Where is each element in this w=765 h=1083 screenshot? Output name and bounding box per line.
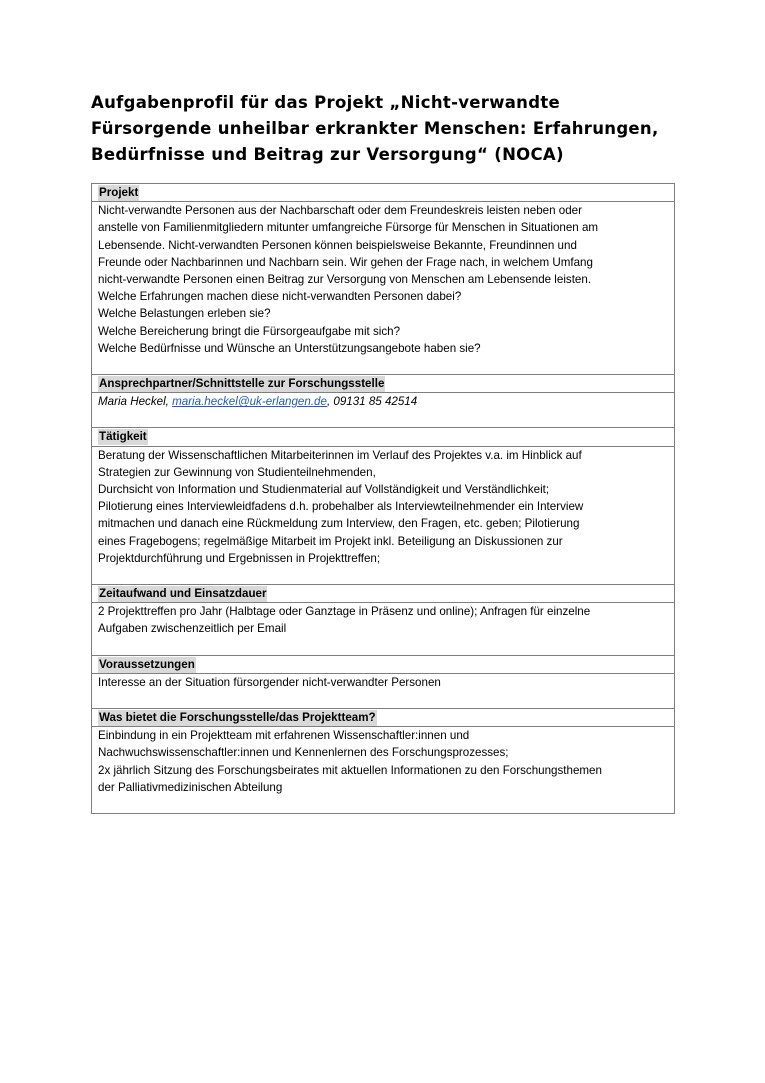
blank-line	[98, 796, 668, 813]
body-line: nicht-verwandte Personen einen Beitrag zur Versorgung von Menschen am Lebensende leisten.	[98, 273, 592, 287]
section-header-cell	[92, 585, 675, 603]
section-body-row	[92, 603, 675, 655]
body-line: Freunde oder Nachbarinnen und Nachbarn sein. Wir gehen der Frage nach, in welchem Umfang	[98, 255, 593, 269]
section-header-zeitaufwand: Zeitaufwand und Einsatzdauer	[99, 587, 267, 601]
body-line: Pilotierung eines Interviewleidfadens d.h. probehalber als Interviewteilnehmender ein Interview	[98, 500, 584, 514]
section-body-projekt	[92, 202, 675, 375]
section-header-row	[92, 428, 675, 446]
task-profile-table	[91, 183, 675, 814]
body-line: Welche Bereicherung bringt die Fürsorgeaufgabe mit sich?	[98, 324, 401, 338]
section-header-projekt: Projekt	[99, 186, 139, 199]
body-line: Einbindung in ein Projektteam mit erfahrenen Wissenschaftler:innen und	[98, 729, 470, 743]
blank-line	[98, 410, 668, 427]
section-body-angebot	[92, 727, 675, 814]
section-header-row	[92, 655, 675, 673]
body-line: Durchsicht von Information und Studienmaterial auf Vollständigkeit und Verständlichkeit;	[98, 483, 550, 497]
title-line: Bedürfnisse und Beitrag zur Versorgung“ (NOCA)	[91, 145, 564, 164]
body-line: anstelle von Familienmitgliedern mitunter umfangreiche Fürsorge für Menschen in Situationen am	[98, 221, 599, 235]
blank-line	[98, 567, 668, 584]
section-header-cell	[92, 428, 675, 446]
section-header-cell	[92, 709, 675, 727]
blank-line	[98, 638, 668, 655]
contact-phone: , 09131 85 42514	[326, 395, 418, 409]
section-body-voraussetzungen	[92, 673, 675, 708]
blank-line	[98, 357, 668, 374]
section-header-angebot: Was bietet die Forschungsstelle/das Projektteam?	[99, 711, 376, 725]
page-title	[91, 90, 691, 168]
body-line: mitmachen und danach eine Rückmeldung zum Interview, den Fragen, etc. geben; Pilotierung	[98, 517, 580, 531]
body-line: Welche Erfahrungen machen diese nicht-verwandten Personen dabei?	[98, 290, 462, 304]
body-line: Beratung der Wissenschaftlichen Mitarbeiterinnen im Verlauf des Projektes v.a. im Hinblick auf	[98, 448, 582, 462]
section-header-row	[92, 585, 675, 603]
section-header-row	[92, 375, 675, 393]
body-line: 2x jährlich Sitzung des Forschungsbeirates mit aktuellen Informationen zu den Forschungsthemen	[98, 763, 602, 777]
contact-line	[98, 393, 668, 410]
body-line: der Palliativmedizinischen Abteilung	[98, 780, 283, 794]
section-body-row	[92, 446, 675, 584]
section-header-ansprechpartner: Ansprechpartner/Schnittstelle zur Forschungsstelle	[99, 377, 385, 391]
body-line: Lebensende. Nicht-verwandten Personen können beispielsweise Bekannte, Freundinnen und	[98, 238, 577, 252]
section-header-cell	[92, 655, 675, 673]
section-body-row	[92, 727, 675, 814]
section-header-taetigkeit: Tätigkeit	[99, 430, 147, 444]
section-header-cell	[92, 375, 675, 393]
body-line: Welche Bedürfnisse und Wünsche an Unterstützungsangebote haben sie?	[98, 341, 481, 355]
body-line: Nicht-verwandte Personen aus der Nachbarschaft oder dem Freundeskreis leisten neben oder	[98, 204, 582, 218]
section-header-row	[92, 184, 675, 202]
section-header-row	[92, 709, 675, 727]
body-line: Projektdurchführung und Ergebnissen in Projekttreffen;	[98, 551, 381, 565]
body-line: eines Fragebogens; regelmäßige Mitarbeit im Projekt inkl. Beteiligung an Diskussionen zur	[98, 534, 563, 548]
body-line: 2 Projekttreffen pro Jahr (Halbtage oder Ganztage in Präsenz und online); Anfragen für einzelne	[98, 605, 591, 619]
body-line: Interesse an der Situation fürsorgender nicht-verwandter Personen	[98, 675, 441, 689]
section-body-ansprechpartner	[92, 393, 675, 428]
blank-line	[98, 691, 668, 708]
section-body-row	[92, 202, 675, 375]
title-line: Aufgabenprofil für das Projekt „Nicht-verwandte	[91, 93, 561, 112]
section-body-taetigkeit	[92, 446, 675, 584]
contact-email-link[interactable]: maria.heckel@uk-erlangen.de	[172, 395, 327, 409]
body-line: Nachwuchswissenschaftler:innen und Kennenlernen des Forschungsprozesses;	[98, 746, 509, 760]
section-header-cell	[92, 184, 675, 202]
contact-name: Maria Heckel,	[98, 395, 173, 409]
body-line: Strategien zur Gewinnung von Studienteilnehmenden,	[98, 465, 376, 479]
body-line: Welche Belastungen erleben sie?	[98, 307, 271, 321]
body-line: Aufgaben zwischenzeitlich per Email	[98, 622, 287, 636]
section-body-row	[92, 393, 675, 428]
section-body-zeitaufwand	[92, 603, 675, 655]
section-body-row	[92, 673, 675, 708]
title-line: Fürsorgende unheilbar erkrankter Menschen: Erfahrungen,	[91, 119, 659, 138]
section-header-voraussetzungen: Voraussetzungen	[99, 657, 195, 671]
